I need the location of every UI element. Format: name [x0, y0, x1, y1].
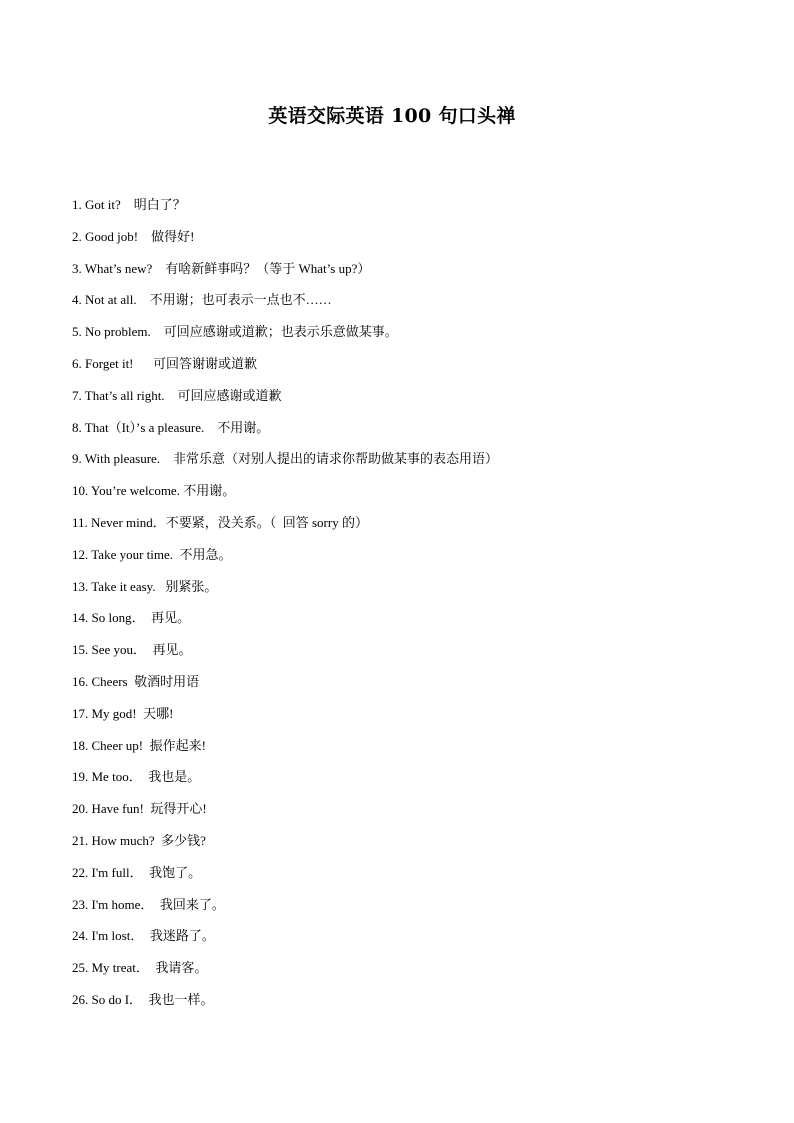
phrase-item: 2. Good job! 做得好!: [72, 228, 195, 244]
phrase-item: 17. My god! 天哪!: [72, 705, 174, 721]
phrase-item: 24. I'm lost． 我迷路了。: [72, 928, 215, 944]
phrase-item: 13. Take it easy. 别紧张。: [72, 578, 218, 594]
phrase-item: 14. So long． 再见。: [72, 610, 191, 626]
phrase-item: 16. Cheers 敬酒时用语: [72, 673, 200, 689]
phrase-item: 25. My treat． 我请客。: [72, 960, 208, 976]
phrase-item: 21. How much? 多少钱?: [72, 832, 206, 848]
phrase-item: 9. With pleasure. 非常乐意（对别人提出的请求你帮助做某事的表态用语）: [72, 451, 499, 467]
phrase-item: 3. What’s new? 有啥新鲜事吗？（等于 What’s up?）: [72, 260, 371, 276]
phrase-item: 10. You’re welcome. 不用谢。: [72, 483, 236, 499]
phrase-list: [72, 195, 752, 1022]
phrase-item: 4. Not at all. 不用谢；也可表示一点也不……: [72, 292, 332, 308]
phrase-item: 26. So do I． 我也一样。: [72, 991, 214, 1007]
phrase-item: 18. Cheer up! 振作起来!: [72, 737, 206, 753]
phrase-item: 8. That（It）’s a pleasure. 不用谢。: [72, 419, 270, 435]
phrase-item: 7. That’s all right. 可回应感谢或道歉: [72, 387, 282, 403]
page-title: 英语交际英语 100 句口头禅: [268, 105, 516, 127]
phrase-item: 22. I'm full． 我饱了。: [72, 864, 202, 880]
phrase-item: 12. Take your time. 不用急。: [72, 546, 232, 562]
phrase-item: 20. Have fun! 玩得开心!: [72, 801, 207, 817]
phrase-item: 23. I'm home． 我回来了。: [72, 896, 225, 912]
phrase-item: 6. Forget it! 可回答谢谢或道歉: [72, 355, 258, 371]
phrase-item: 11. Never mind．不要紧，没关系。（ 回答 sorry 的）: [72, 514, 368, 530]
phrase-item: 1. Got it? 明白了？: [72, 197, 186, 212]
phrase-item: 19. Me too． 我也是。: [72, 769, 201, 785]
phrase-item: 15. See you． 再见。: [72, 642, 192, 658]
phrase-item: 5. No problem. 可回应感谢或道歉；也表示乐意做某事。: [72, 324, 398, 340]
